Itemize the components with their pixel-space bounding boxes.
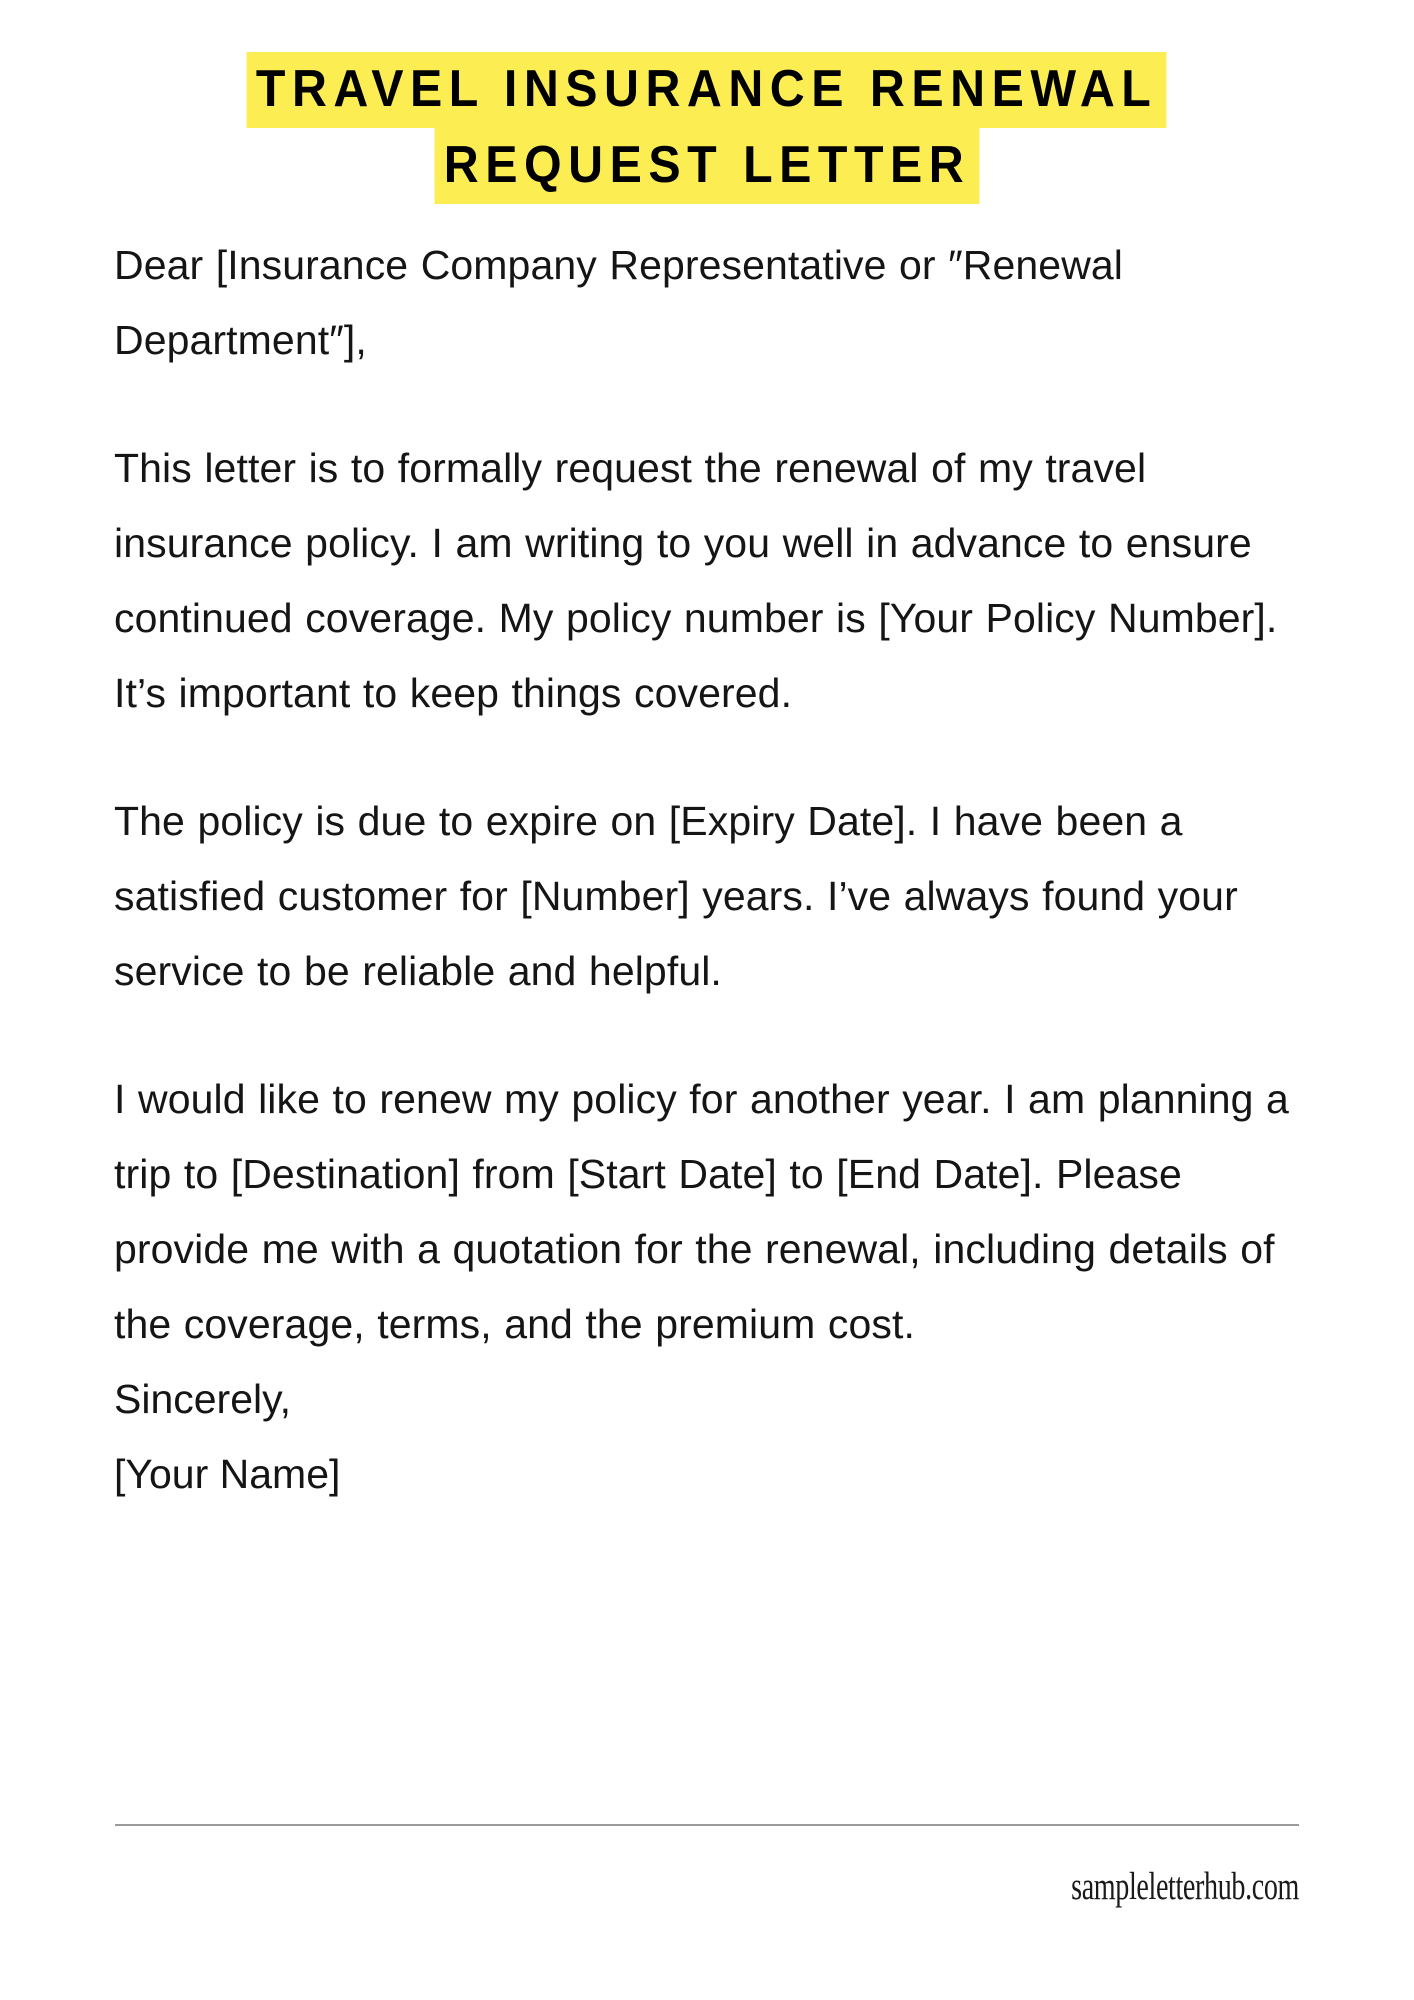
closing-salutation: Sincerely, [114, 1375, 291, 1422]
title-line-2-text: REQUEST LETTER [434, 128, 979, 204]
paragraph-policy-expiry: The policy is due to expire on [Expiry Date]. I have been a satisfied customer for [Number] years. I’ve always found your service to be reliable and helpful. [114, 797, 1238, 994]
paragraph-request-renewal: This letter is to formally request the renewal of my travel insurance policy. I am writing to you well in advance to ensure continued coverage. My policy number is [Your Policy Number]. It’s important to keep things covered. [114, 444, 1278, 716]
closing-block [114, 1362, 1328, 1512]
footer-divider [115, 1824, 1299, 1826]
title-line-1 [0, 52, 1414, 128]
page-footer [0, 1824, 1414, 2000]
salutation-paragraph: Dear [Insurance Company Representative or ″Renewal Department″], [114, 241, 1124, 363]
closing-signature: [Your Name] [114, 1450, 341, 1497]
footer-website-url: sampleletterhub.com [1071, 1865, 1299, 1908]
page-title [0, 0, 1414, 204]
title-line-1-text: TRAVEL INSURANCE RENEWAL [247, 52, 1167, 128]
letter-body [0, 228, 1414, 1512]
title-line-2 [0, 128, 1414, 204]
paragraph-renewal-details: I would like to renew my policy for another year. I am planning a trip to [Destination] from [Start Date] to [End Date]. Please provide me with a quotation for the renewal, including details of the coverage, terms, and the premium cost. [114, 1075, 1289, 1347]
